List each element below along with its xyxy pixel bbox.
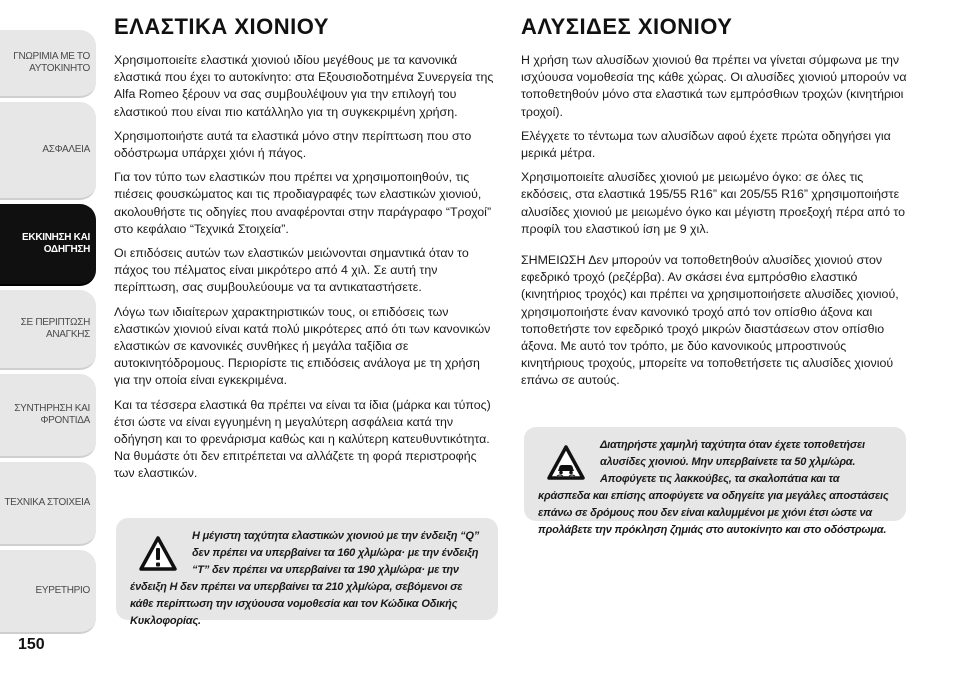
tab-index[interactable] (0, 550, 96, 634)
tab-label-line: ΦΡΟΝΤΙΔΑ (40, 415, 90, 426)
paragraph: Η χρήση των αλυσίδων χιονιού θα πρέπει να γίνεται σύμφωνα με την ισχύουσα νομοθεσία της κάθε χώρας. Οι αλυσίδες χιονιού μπορούν να τοποθετηθούν μόνο στα ελαστικά των εμπρόσθιων τροχών (κινητήριοι τροχοί). (521, 53, 907, 119)
warning-box (524, 427, 906, 536)
tab-getting-to-know-the-car[interactable] (0, 30, 96, 98)
paragraph: Χρησιμοποιείτε αλυσίδες χιονιού με μειωμένο όγκο: σε όλες τις εκδόσεις, στα ελαστικά 195/55 R16” και 205/55 R16” χρησιμοποιήστε αλυσίδες χιονιού με μειωμένο όγκο και μέγιστη προεξοχή πέρα από το προφίλ του ελαστικού ίση με 9 χιλ. (521, 170, 906, 236)
skid-warning-triangle-icon (546, 443, 586, 483)
warning-box (116, 518, 498, 627)
tab-servicing-and-care[interactable] (0, 374, 96, 458)
paragraph: ΣΗΜΕΙΩΣΗ Δεν μπορούν να τοποθετηθούν αλυσίδες χιονιού στον εφεδρικό τροχό (ρεζέρβα). Αν σκάσει ένα εμπρόσθιο ελαστικό (κινητήριος τροχός) και πρέπει να χρησιμοποιήσετε αλυσίδες χιονιού, χρησιμοποιήστε έναν κανονικό τροχό από τον οπίσθιο άξονα και τοποθετήστε τον εφεδρικό τροχό μικρών διαστάσεων στον οπίσθιο άξονα. Με αυτό τον τρόπο, με δύο κανονικούς μπροστινούς κινητήριους τροχούς, μπορείτε να τοποθετήσετε τις αλυσίδες χιονιού επάνω σε αυτούς. (521, 253, 899, 388)
tab-label-line: ΑΣΦΑΛΕΙΑ (42, 144, 90, 155)
tab-safety[interactable] (0, 102, 96, 200)
tab-label-line: ΣΥΝΤΗΡΗΣΗ ΚΑΙ (14, 403, 90, 414)
tab-label-line: ΑΝΑΓΚΗΣ (45, 329, 90, 340)
tab-label-line: ΣΕ ΠΕΡΙΠΤΩΣΗ (20, 317, 90, 328)
warning-triangle-icon (138, 534, 178, 574)
tab-starting-and-driving[interactable] (0, 204, 96, 286)
warning-text: Η μέγιστη ταχύτητα ελαστικών χιονιού με την ένδειξη “Q” δεν πρέπει να υπερβαίνει τα 160 χλμ/ώρα· με την ένδειξη “T” δεν πρέπει να υπερβαίνει τα 190 χλμ/ώρα· με την ένδειξη H δεν πρέπει να υπερβαίνει τα 210 χλμ/ώρα, σεβόμενοι σε κάθε περίπτωση την ισχύουσα νομοθεσία και τον Κώδικα Οδικής Κυκλοφορίας. (130, 530, 480, 627)
snow-chains-section (521, 14, 909, 397)
section-title: ΕΛΑΣΤΙΚΑ ΧΙΟΝΙΟΥ (114, 14, 329, 39)
tab-label-line: ΕΥΡΕΤΗΡΙΟ (35, 585, 90, 596)
chapter-sidebar (0, 0, 100, 686)
tab-in-an-emergency[interactable] (0, 290, 96, 370)
tab-label-line: ΤΕΧΝΙΚΑ ΣΤΟΙΧΕΙΑ (4, 497, 90, 508)
paragraph: Και τα τέσσερα ελαστικά θα πρέπει να είναι τα ίδια (μάρκα και τύπος) έτσι ώστε να είναι εγγυημένη η μεγαλύτερη ασφάλεια κατά την οδήγηση και το φρενάρισμα καθώς και η καλύτερη κατευθυντικότητα. Να θυμάστε ότι δεν επιτρέπεται να αλλάζετε τη φορά περιστροφής των ελαστικών. (114, 397, 491, 481)
section-title: ΑΛΥΣΙΔΕΣ ΧΙΟΝΙΟΥ (521, 14, 733, 39)
paragraph: Ελέγχετε το τέντωμα των αλυσίδων αφού έχετε πρώτα οδηγήσει για μερικά μέτρα. (521, 128, 891, 161)
warning-text: Διατηρήστε χαμηλή ταχύτητα όταν έχετε τοποθετήσει αλυσίδες χιονιού. Μην υπερβαίνετε τα 50 χλμ/ώρα. Αποφύγετε τις λακκούβες, τα σκαλοπάτια και τα κράσπεδα και επίσης αποφύγετε να οδηγείτε για μεγάλες αποστάσεις επάνω σε δρόμους που δεν είναι καλυμμένοι με χιόνι έτσι ώστε να προλάβετε την πρόκληση ζημιάς στο αυτοκίνητο και στο οδόστρωμα. (538, 439, 889, 536)
tab-label-line: ΟΔΗΓΗΣΗ (43, 244, 90, 255)
snow-tyres-section (114, 14, 494, 490)
tab-label-line: ΑΥΤΟΚΙΝΗΤΟ (29, 63, 90, 74)
tab-label-line: ΓΝΩΡΙΜΙΑ ΜΕ ΤΟ (13, 51, 90, 62)
tab-technical-data[interactable] (0, 462, 96, 546)
paragraph: Χρησιμοποιείτε ελαστικά χιονιού ιδίου μεγέθους με τα κανονικά ελαστικά που έχει το αυτοκίνητο: στα Εξουσιοδοτημένα Συνεργεία της Alfa Romeo ξέρουν να σας συμβουλέψουν για την επιλογή του ελαστικού που είναι πιο κατάλληλο για τη συγκεκριμένη χρήση. (114, 53, 494, 119)
paragraph: Οι επιδόσεις αυτών των ελαστικών μειώνονται σημαντικά όταν το πάχος του πέλματος είναι μικρότερο από 4 χιλ. Σε αυτή την περίπτωση, σας συμβουλεύουμε να τα αντικαταστήσετε. (114, 246, 469, 295)
page-number: 150 (18, 636, 45, 653)
tab-label-line: ΕΚΚΙΝΗΣΗ ΚΑΙ (22, 232, 90, 243)
paragraph: Λόγω των ιδιαίτερων χαρακτηριστικών τους, οι επιδόσεις των ελαστικών χιονιού είναι κατά πολύ μικρότερες από ότι των κανονικών ελαστικών σε κανονικές συνθήκες ή μεγάλα ταξίδια σε αυτοκινητόδρομους. Περιορίστε τις επιδόσεις ανάλογα με τη χρήση για την οποία είναι εγκεκριμένα. (114, 304, 491, 388)
paragraph: Για τον τύπο των ελαστικών που πρέπει να χρησιμοποιηθούν, τις πιέσεις φουσκώματος και τις προδιαγραφές των ελαστικών χιονιού, ακολουθήστε τις οδηγίες που αναφέρονται στην παράγραφο “Τροχοί” στο κεφάλαιο “Τεχνικά Στοιχεία”. (114, 170, 492, 236)
paragraph: Χρησιμοποιήστε αυτά τα ελαστικά μόνο στην περίπτωση που στο οδόστρωμα υπάρχει χιόνι ή πάγος. (114, 128, 472, 161)
